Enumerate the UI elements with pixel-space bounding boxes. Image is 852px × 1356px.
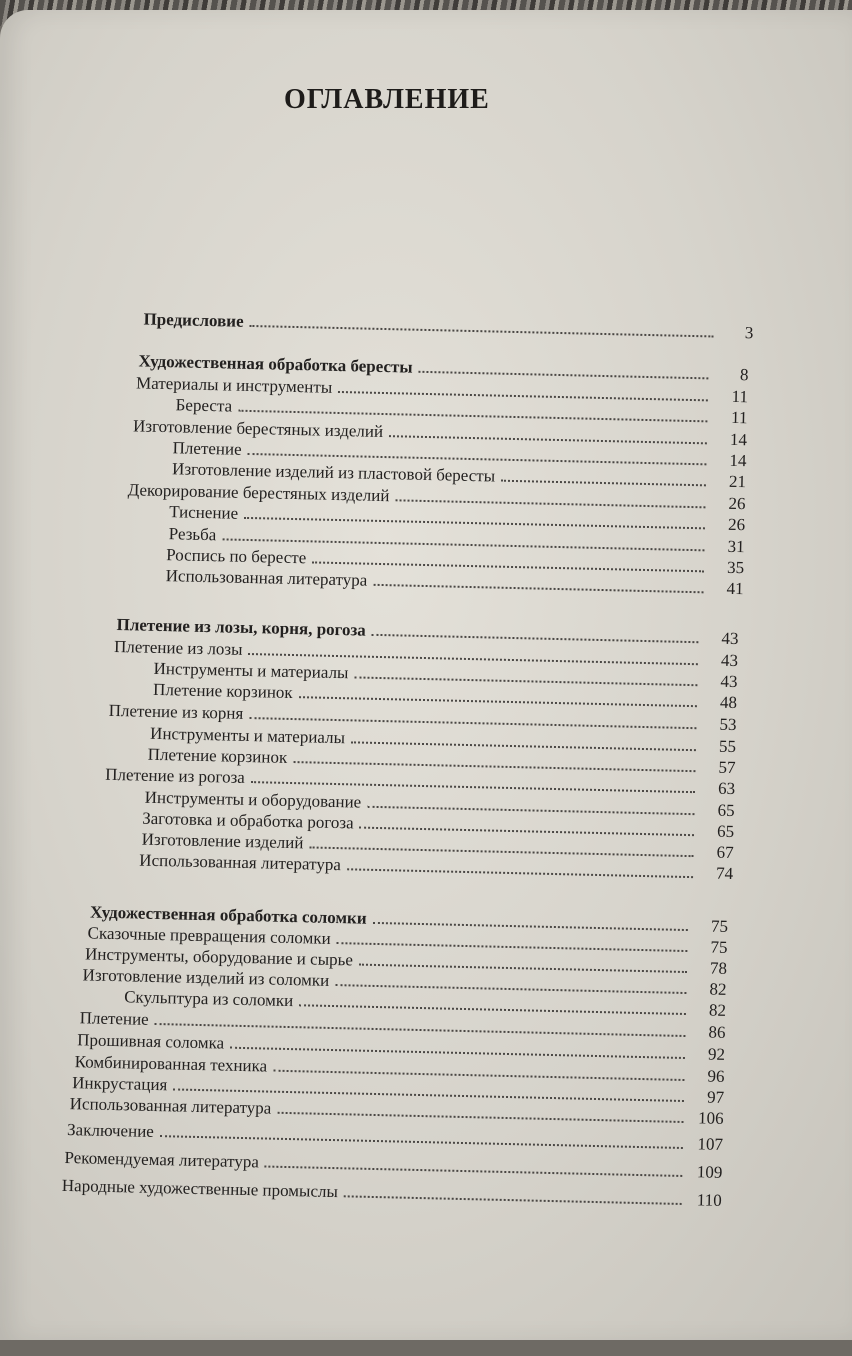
toc-entry-title: Плетение из корня xyxy=(108,700,244,723)
toc-entry-title: Предисловие xyxy=(143,309,244,331)
dot-leader xyxy=(372,620,699,643)
toc-entry-title: Плетение корзинок xyxy=(152,679,293,703)
toc-entry-page: 63 xyxy=(717,778,736,799)
dot-leader xyxy=(373,908,689,931)
toc-entry-page: 57 xyxy=(718,757,736,778)
toc-entry-title: Инструменты, оборудование и сырье xyxy=(84,944,354,970)
toc-entry-title: Заготовка и обработка рогоза xyxy=(142,808,354,833)
toc-entry-page: 92 xyxy=(707,1044,726,1064)
dot-leader xyxy=(419,357,709,380)
toc-entry-page: 11 xyxy=(730,407,748,428)
toc-entry-page: 14 xyxy=(729,429,748,450)
toc-entry-title: Изготовление изделий xyxy=(141,829,304,853)
toc-entry-title: Изготовление берестяных изделий xyxy=(132,416,384,442)
toc-entry-page: 65 xyxy=(716,821,735,842)
toc-entry-title: Плетение из лозы xyxy=(113,636,243,659)
toc-entry-page: 107 xyxy=(697,1134,724,1154)
toc-entry-page: 75 xyxy=(710,916,729,936)
toc-entry-title: Береста xyxy=(175,395,233,416)
toc-entry-title: Материалы и инструменты xyxy=(135,373,333,397)
dot-leader xyxy=(250,311,714,338)
toc-entry-title: Плетение из рогоза xyxy=(105,764,246,787)
toc-entry-page: 26 xyxy=(727,514,746,535)
toc-entry-title: Плетение из лозы, корня, рогоза xyxy=(116,615,367,640)
toc-entry-page: 75 xyxy=(710,937,728,957)
toc-entry-title: Заключение xyxy=(66,1120,155,1141)
toc-entry-title: Резьба xyxy=(168,524,217,545)
toc-entry-page: 110 xyxy=(696,1190,722,1210)
toc-entry-page: 43 xyxy=(720,671,738,692)
toc-entry-page: 14 xyxy=(729,450,747,471)
toc-entry-page: 21 xyxy=(728,471,747,492)
toc-entry-page: 26 xyxy=(728,493,746,514)
toc-entry-page: 11 xyxy=(731,386,749,407)
toc-entry-page: 3 xyxy=(744,323,754,343)
toc-entry-page: 43 xyxy=(721,628,739,649)
toc-entry-page: 74 xyxy=(715,863,734,884)
toc-entry-title: Использованная литература xyxy=(139,850,342,875)
toc-entry-title: Тиснение xyxy=(168,502,239,523)
dot-leader xyxy=(344,1181,682,1205)
toc-entry-page: 86 xyxy=(708,1022,726,1042)
dot-leader xyxy=(501,466,706,487)
toc-entry-page: 82 xyxy=(709,979,727,999)
page-title: ОГЛАВЛЕНИЕ xyxy=(284,84,490,115)
toc-entry-title: Рекомендуемая литература xyxy=(64,1147,260,1172)
toc-entry-title: Изготовление изделий из соломки xyxy=(82,965,330,990)
toc-entry-title: Использованная литература xyxy=(69,1094,272,1118)
toc-entry-title: Плетение корзинок xyxy=(147,744,288,767)
toc-entry-page: 53 xyxy=(719,714,737,735)
toc-entry-title: Декорирование берестяных изделий xyxy=(127,480,390,506)
toc-entry-title: Инструменты и оборудование xyxy=(144,787,362,812)
dot-leader xyxy=(265,1152,683,1177)
toc-entry-page: 97 xyxy=(706,1087,725,1107)
toc-entry-page: 82 xyxy=(708,1000,727,1020)
toc-entry-page: 35 xyxy=(726,557,745,578)
toc-entry-title: Сказочные превращения соломки xyxy=(87,923,331,948)
toc-entry-title: Инструменты и материалы xyxy=(153,658,349,683)
toc-entry-title: Художественная обработка бересты xyxy=(138,351,413,377)
toc-entry-page: 41 xyxy=(726,578,744,599)
toc-entry-page: 55 xyxy=(718,736,737,757)
toc-entry-title: Прошивная соломка xyxy=(76,1030,225,1053)
toc-entry-page: 67 xyxy=(716,842,734,863)
toc-entry-title: Народные художественные промыслы xyxy=(61,1175,339,1202)
toc-entry-page: 31 xyxy=(727,536,745,557)
toc-entry-page: 106 xyxy=(697,1108,724,1128)
toc-entry-title: Плетение xyxy=(172,438,242,459)
toc-entry-title: Скульптура из соломки xyxy=(123,987,294,1011)
toc-entry-page: 78 xyxy=(709,958,728,978)
toc-entry xyxy=(143,309,753,345)
toc-entry-title: Инкрустация xyxy=(72,1073,168,1095)
toc-entry-title: Роспись по бересте xyxy=(166,545,307,568)
toc-entry-title: Плетение xyxy=(79,1008,149,1029)
toc-entry-page: 96 xyxy=(707,1066,725,1086)
toc-entry-page: 43 xyxy=(720,650,739,671)
toc-entry-title: Художественная обработка соломки xyxy=(89,902,367,928)
toc-entry-title: Использованная литература xyxy=(165,566,368,590)
toc-entry-title: Изготовление изделий из пластовой бересты xyxy=(171,459,496,486)
toc-entry-page: 48 xyxy=(719,692,738,713)
toc-entry-title: Инструменты и материалы xyxy=(149,723,346,748)
toc-entry-page: 8 xyxy=(739,365,749,385)
toc-entry-page: 65 xyxy=(717,800,735,821)
toc-entry-title: Комбинированная техника xyxy=(74,1052,268,1076)
toc-entry-page: 109 xyxy=(696,1162,723,1182)
